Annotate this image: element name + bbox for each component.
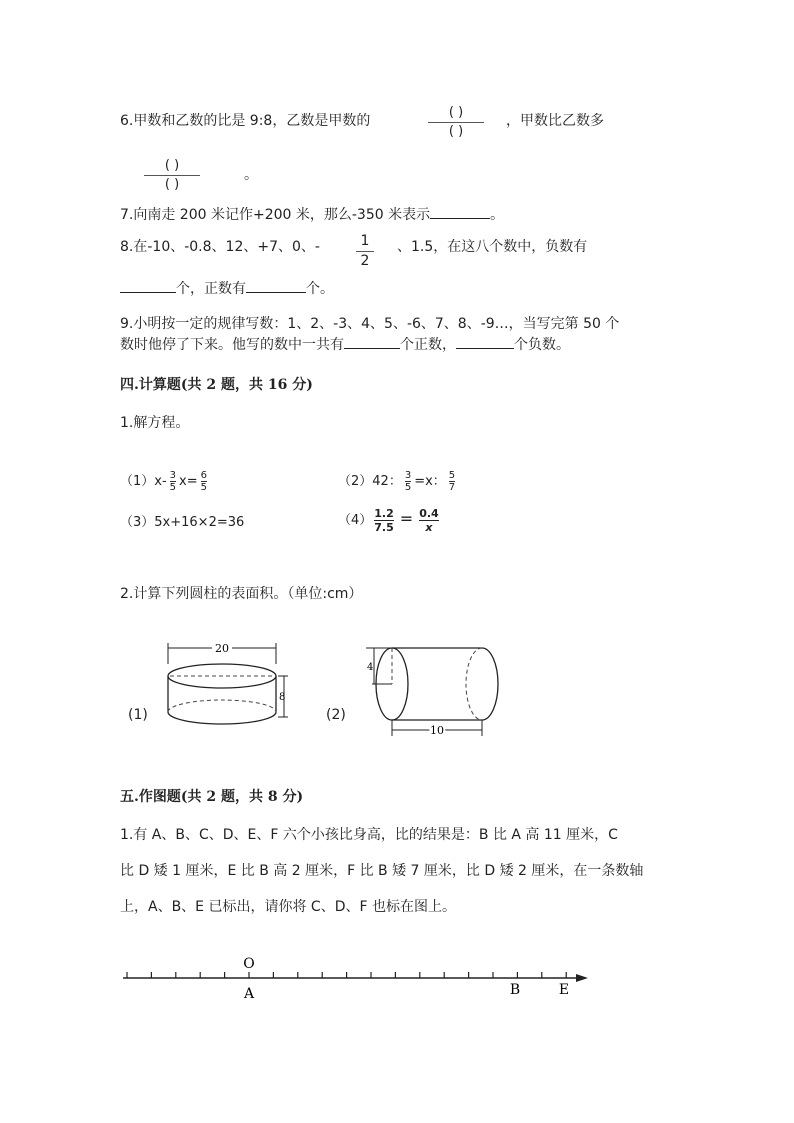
equation-2 <box>338 470 458 493</box>
cylinder-1-label: (1) <box>128 707 148 723</box>
fraction-denominator: ( ) <box>448 124 464 139</box>
arrow-head-icon <box>576 974 588 982</box>
q7-end: 。 <box>490 207 505 223</box>
e1-fraction-1 <box>170 470 176 493</box>
draw1-line3: 上，A、B、E 已标出，请你将 C、D、F 也标在图上。 <box>120 899 456 915</box>
q9-positive-blank[interactable] <box>344 334 400 349</box>
draw1-line1: 1.有 A、B、C、D、E、F 六个小孩比身高，比的结果是：B 比 A 高 11 厘米，C <box>120 827 618 843</box>
length-label: 10 <box>430 724 444 737</box>
fraction-numerator: 3 <box>169 470 177 481</box>
q8-text-b: 、1.5，在这八个数中，负数有 <box>397 239 588 255</box>
e4-fraction-2 <box>419 507 439 534</box>
q8-negative-count-blank[interactable] <box>120 278 176 293</box>
fraction-bar <box>356 251 374 252</box>
fraction-denominator: 7 <box>448 482 456 493</box>
q8-text-c: 个，正数有 <box>176 281 246 297</box>
e1-text-a: （1）x- <box>120 474 167 489</box>
e4-equals: = <box>399 509 414 528</box>
number-line-ticks <box>127 972 566 978</box>
q8-line2 <box>120 278 334 298</box>
fraction-denominator: ( ) <box>164 177 180 192</box>
cylinder-2-figure <box>362 642 502 742</box>
fraction-numerator: 1 <box>360 233 370 249</box>
fraction-numerator: 6 <box>200 470 207 481</box>
q6-end: 。 <box>244 167 258 183</box>
e4-text-a: （4） <box>338 513 373 528</box>
section-5-title: 五.作图题(共 2 题，共 8 分) <box>120 789 304 805</box>
equation-4 <box>338 507 441 534</box>
fraction-denominator: 7.5 <box>374 521 394 534</box>
q8-text-d: 个。 <box>306 281 334 297</box>
e1-text-b: x= <box>179 474 198 489</box>
fraction-numerator: 5 <box>448 470 456 481</box>
q7-text: 7.向南走 200 米记作+200 米，那么-350 米表示 <box>120 207 431 223</box>
height-label: 8 <box>279 692 286 703</box>
right-ellipse-back <box>466 648 482 720</box>
q9-text-a: 数时他停了下来。他写的数中一共有 <box>120 337 344 353</box>
radius-label: 4 <box>367 662 374 673</box>
number-line[interactable] <box>118 950 598 1010</box>
point-e-label: E <box>558 982 570 998</box>
section-4-title: 四.计算题(共 2 题，共 16 分) <box>120 377 313 393</box>
q8-positive-count-blank[interactable] <box>246 278 306 293</box>
fraction-numerator: 3 <box>404 470 412 481</box>
fraction-denominator: 5 <box>169 482 177 493</box>
q6-fraction-answer-1[interactable] <box>428 105 484 140</box>
q6-text-a: 6.甲数和乙数的比是 9:8，乙数是甲数的 <box>120 113 371 129</box>
q9-line1: 9.小明按一定的规律写数：1、2、-3、4、5、-6、7、8、-9…，当写完第 50 个 <box>120 316 620 332</box>
equation-3: （3）5x+16×2=36 <box>120 515 245 530</box>
point-a-label: A <box>243 986 255 1002</box>
q7-line <box>120 204 504 224</box>
e4-fraction-1 <box>374 507 394 534</box>
q8-text-a: 8.在-10、-0.8、12、+7、0、- <box>120 239 320 255</box>
equation-1 <box>120 470 210 493</box>
bottom-ellipse-back <box>168 700 276 712</box>
e2-text-a: （2）42： <box>338 474 402 489</box>
fraction-numerator: 1.2 <box>374 507 394 520</box>
point-b-label: B <box>509 982 521 998</box>
q9-text-c: 个负数。 <box>514 337 570 353</box>
e1-fraction-2 <box>201 470 207 493</box>
fraction-denominator: 2 <box>360 253 370 269</box>
cylinder-2-label: (2) <box>326 707 346 723</box>
diameter-label: 20 <box>215 642 229 655</box>
calc2-title: 2.计算下列圆柱的表面积。（单位:cm） <box>120 586 363 602</box>
cylinder-1-figure <box>160 640 300 740</box>
fraction-denominator: 5 <box>200 482 207 493</box>
q9-line2 <box>120 334 570 354</box>
q6-fraction-answer-2[interactable] <box>144 158 200 193</box>
q9-negative-blank[interactable] <box>456 334 514 349</box>
draw1-line2: 比 D 矮 1 厘米，E 比 B 高 2 厘米，F 比 B 矮 7 厘米，比 D 矮 2 厘米，在一条数轴 <box>120 863 644 879</box>
origin-label: O <box>243 956 255 972</box>
bottom-ellipse-front <box>168 712 276 724</box>
fraction-denominator: 5 <box>404 482 412 493</box>
fraction-numerator: ( ) <box>164 158 180 173</box>
e2-text-b: =x： <box>414 474 446 489</box>
e2-fraction-2 <box>449 470 455 493</box>
e2-fraction-1 <box>405 470 411 493</box>
fraction-bar <box>144 175 200 176</box>
q9-text-b: 个正数， <box>400 337 456 353</box>
calc1-title: 1.解方程。 <box>120 415 190 431</box>
right-ellipse-front <box>482 648 498 720</box>
fraction-bar <box>428 122 484 123</box>
q6-text-b: ，甲数比乙数多 <box>506 113 604 129</box>
fraction-denominator: x <box>425 521 433 534</box>
q8-fraction <box>356 233 374 270</box>
fraction-numerator: ( ) <box>448 105 464 120</box>
fraction-numerator: 0.4 <box>419 507 439 520</box>
q7-answer-blank[interactable] <box>430 204 490 219</box>
